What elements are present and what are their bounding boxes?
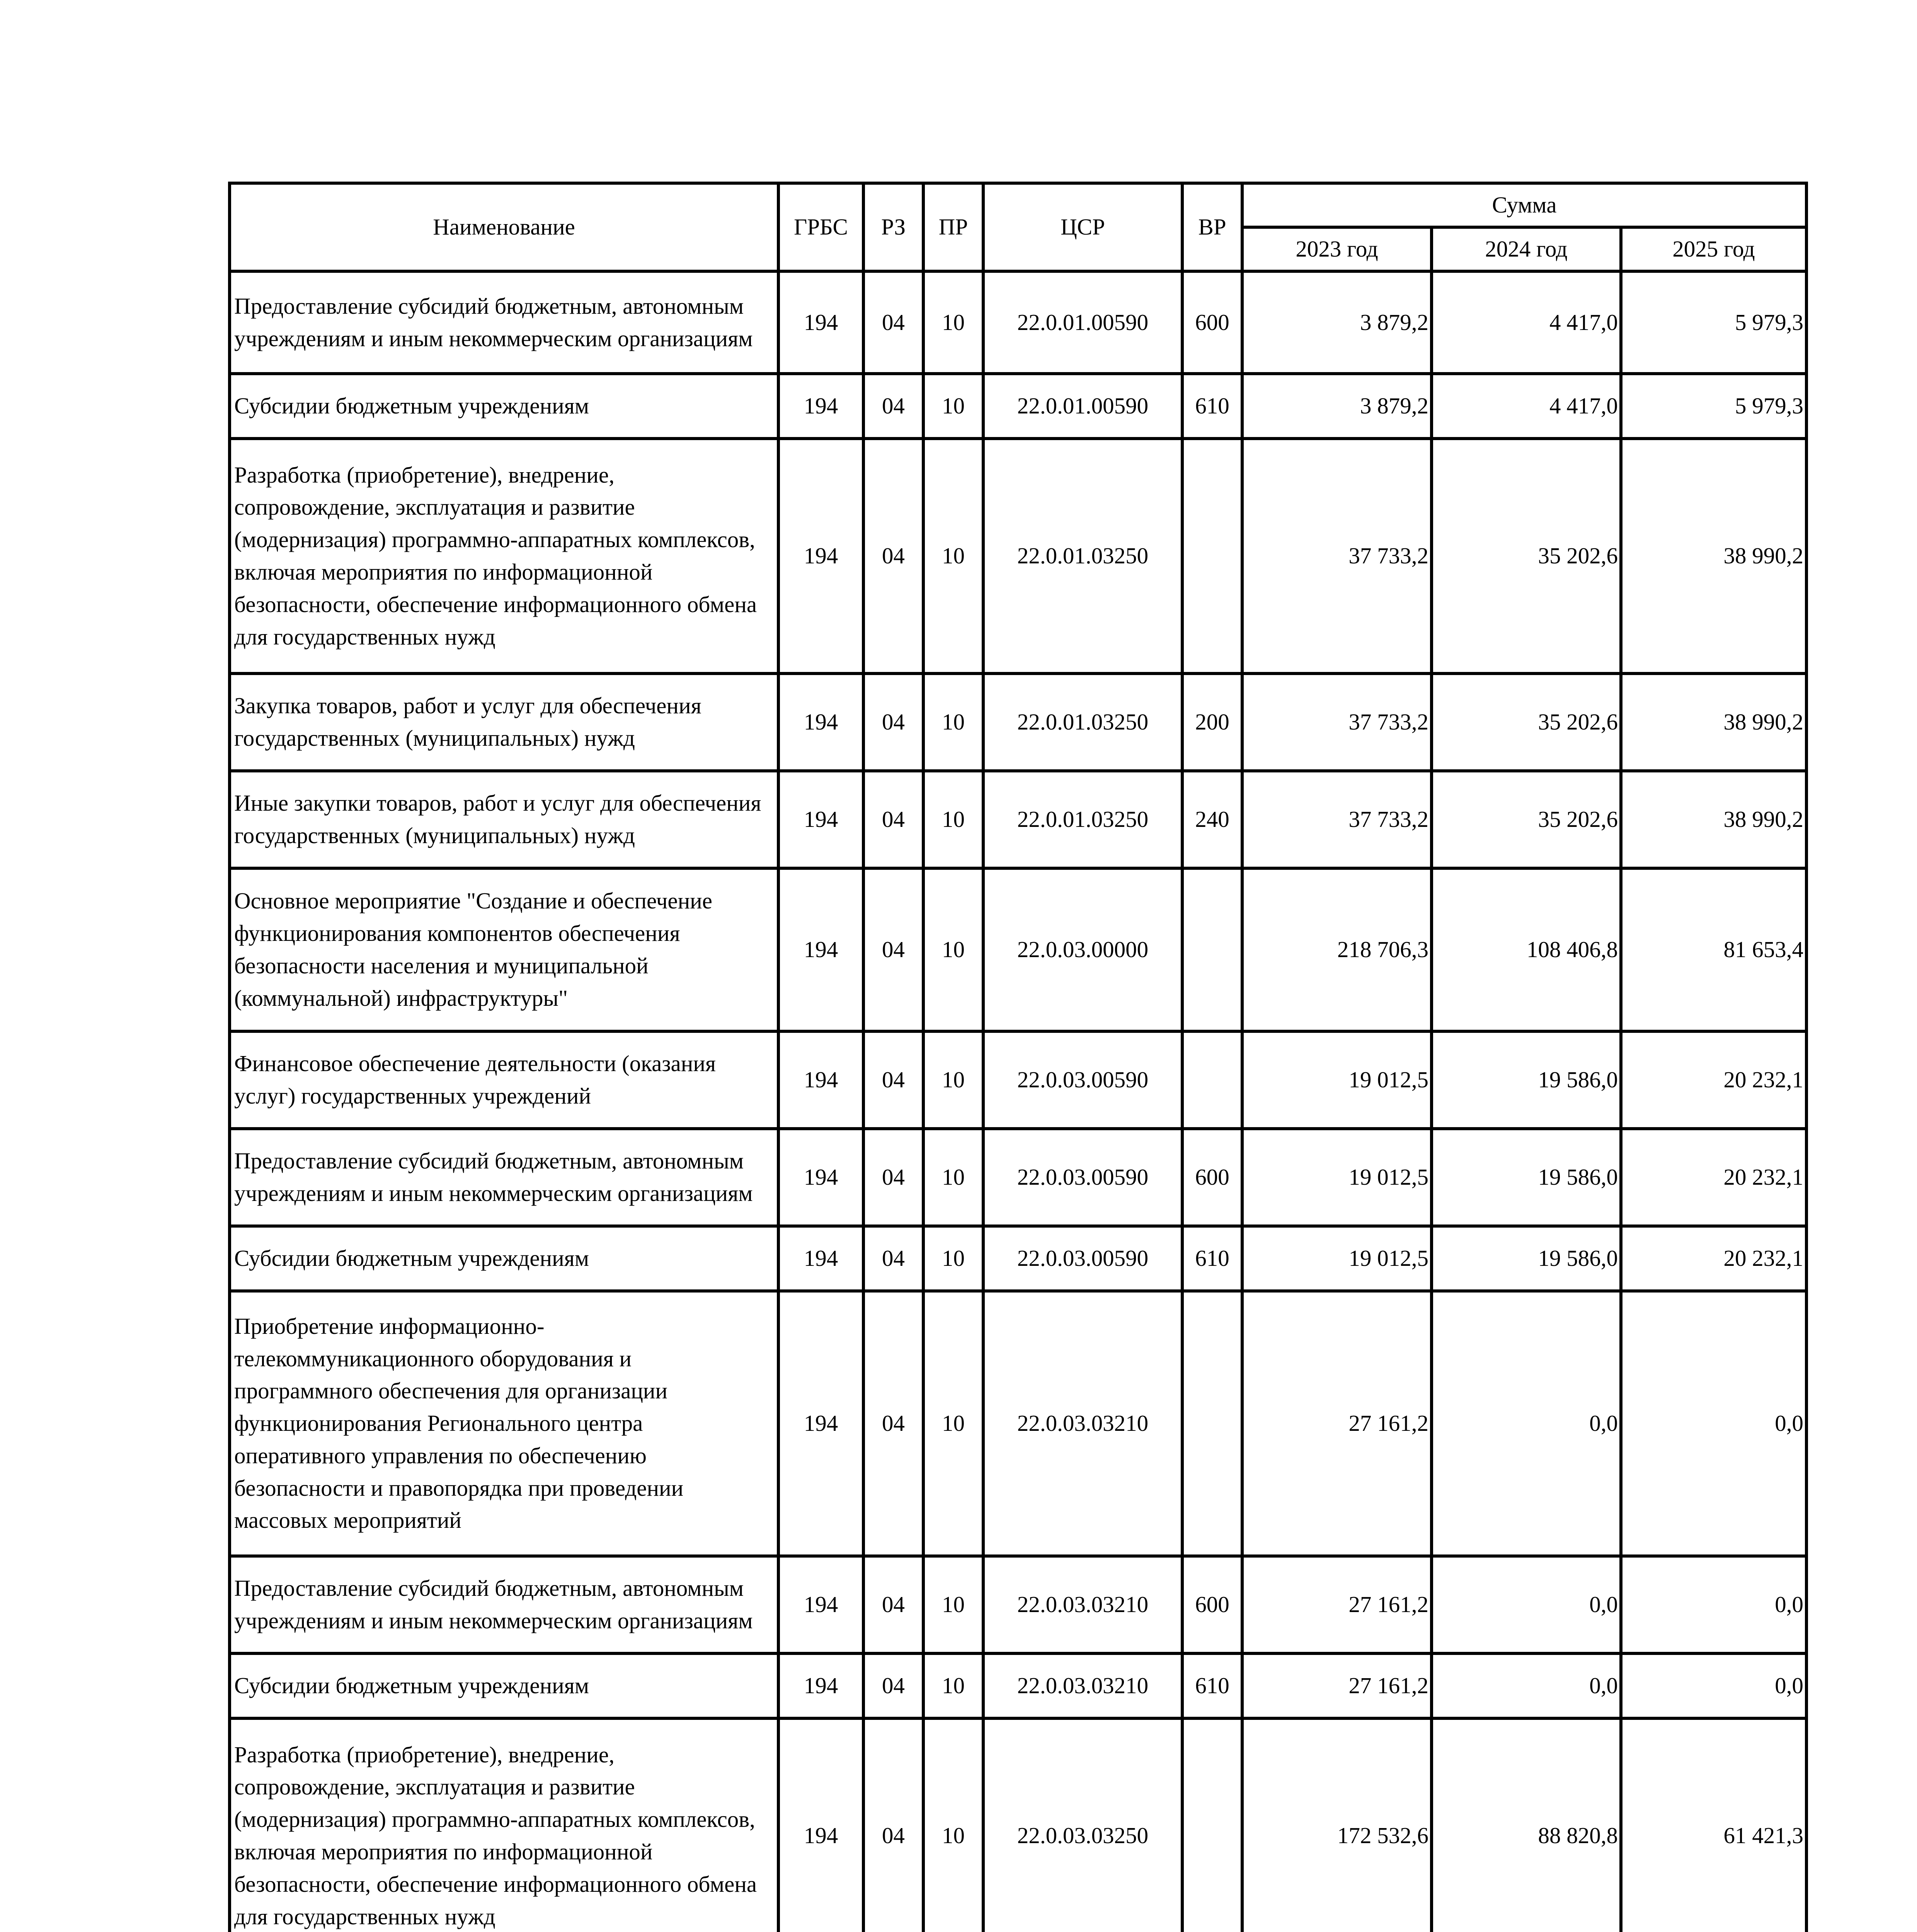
cell-csr: 22.0.01.03250 <box>983 439 1182 673</box>
cell-sum-2024: 4 417,0 <box>1432 271 1621 374</box>
header-csr: ЦСР <box>983 183 1182 271</box>
cell-vr: 610 <box>1182 1226 1242 1291</box>
cell-sum-2024: 0,0 <box>1432 1556 1621 1653</box>
cell-sum-2023: 37 733,2 <box>1242 771 1432 868</box>
cell-name: Субсидии бюджетным учреждениям <box>230 1226 778 1291</box>
cell-grbs: 194 <box>778 1556 863 1653</box>
cell-name: Основное мероприятие "Создание и обеспечение функционирования компонентов обеспечения безопасности населения и муниципальной (коммунальной) инфраструктуры" <box>230 868 778 1031</box>
cell-sum-2025: 38 990,2 <box>1621 673 1806 771</box>
cell-csr: 22.0.03.03250 <box>983 1718 1182 1932</box>
cell-sum-2023: 37 733,2 <box>1242 439 1432 673</box>
table-row <box>230 1718 1806 1932</box>
cell-csr: 22.0.01.03250 <box>983 673 1182 771</box>
cell-name: Закупка товаров, работ и услуг для обеспечения государственных (муниципальных) нужд <box>230 673 778 771</box>
cell-rz: 04 <box>863 673 923 771</box>
cell-grbs: 194 <box>778 673 863 771</box>
header-name: Наименование <box>230 183 778 271</box>
cell-sum-2025: 20 232,1 <box>1621 1129 1806 1226</box>
cell-sum-2023: 37 733,2 <box>1242 673 1432 771</box>
cell-sum-2025: 5 979,3 <box>1621 374 1806 439</box>
cell-grbs: 194 <box>778 868 863 1031</box>
table-body <box>230 271 1806 1932</box>
cell-pr: 10 <box>923 1031 983 1129</box>
table-row <box>230 1129 1806 1226</box>
cell-name: Субсидии бюджетным учреждениям <box>230 1653 778 1718</box>
cell-pr: 10 <box>923 1653 983 1718</box>
cell-csr: 22.0.03.00590 <box>983 1129 1182 1226</box>
table-row <box>230 271 1806 374</box>
cell-sum-2023: 27 161,2 <box>1242 1653 1432 1718</box>
cell-sum-2024: 35 202,6 <box>1432 673 1621 771</box>
cell-name: Иные закупки товаров, работ и услуг для обеспечения государственных (муниципальных) нужд <box>230 771 778 868</box>
table-row <box>230 439 1806 673</box>
cell-pr: 10 <box>923 1718 983 1932</box>
cell-sum-2023: 19 012,5 <box>1242 1129 1432 1226</box>
cell-pr: 10 <box>923 1556 983 1653</box>
cell-name: Приобретение информационно-телекоммуникационного оборудования и программного обеспечения для организации функционирования Регионального центра оперативного управления по обеспечению безопасности и правопорядка при проведении массовых мероприятий <box>230 1291 778 1556</box>
cell-name: Предоставление субсидий бюджетным, автономным учреждениям и иным некоммерческим организациям <box>230 1129 778 1226</box>
cell-vr: 610 <box>1182 374 1242 439</box>
cell-sum-2023: 218 706,3 <box>1242 868 1432 1031</box>
cell-grbs: 194 <box>778 374 863 439</box>
cell-vr <box>1182 868 1242 1031</box>
cell-sum-2024: 19 586,0 <box>1432 1031 1621 1129</box>
cell-sum-2023: 19 012,5 <box>1242 1031 1432 1129</box>
cell-pr: 10 <box>923 1226 983 1291</box>
header-pr: ПР <box>923 183 983 271</box>
cell-rz: 04 <box>863 439 923 673</box>
cell-pr: 10 <box>923 1129 983 1226</box>
cell-sum-2024: 108 406,8 <box>1432 868 1621 1031</box>
cell-pr: 10 <box>923 771 983 868</box>
cell-name: Предоставление субсидий бюджетным, автономным учреждениям и иным некоммерческим организациям <box>230 1556 778 1653</box>
header-2023: 2023 год <box>1242 227 1432 271</box>
cell-sum-2024: 19 586,0 <box>1432 1129 1621 1226</box>
cell-sum-2023: 27 161,2 <box>1242 1291 1432 1556</box>
table-row <box>230 771 1806 868</box>
cell-vr: 600 <box>1182 271 1242 374</box>
header-grbs: ГРБС <box>778 183 863 271</box>
table-row <box>230 1031 1806 1129</box>
cell-csr: 22.0.03.00590 <box>983 1031 1182 1129</box>
table-row <box>230 868 1806 1031</box>
cell-grbs: 194 <box>778 439 863 673</box>
table-row <box>230 1556 1806 1653</box>
cell-sum-2024: 4 417,0 <box>1432 374 1621 439</box>
cell-sum-2024: 19 586,0 <box>1432 1226 1621 1291</box>
cell-sum-2024: 35 202,6 <box>1432 771 1621 868</box>
cell-vr: 200 <box>1182 673 1242 771</box>
cell-pr: 10 <box>923 868 983 1031</box>
cell-rz: 04 <box>863 1226 923 1291</box>
table-row <box>230 673 1806 771</box>
cell-csr: 22.0.03.00000 <box>983 868 1182 1031</box>
cell-name: Предоставление субсидий бюджетным, автономным учреждениям и иным некоммерческим организациям <box>230 271 778 374</box>
cell-csr: 22.0.01.00590 <box>983 271 1182 374</box>
cell-sum-2023: 172 532,6 <box>1242 1718 1432 1932</box>
budget-table <box>228 182 1808 1932</box>
cell-rz: 04 <box>863 771 923 868</box>
cell-rz: 04 <box>863 1718 923 1932</box>
cell-sum-2025: 38 990,2 <box>1621 439 1806 673</box>
cell-rz: 04 <box>863 271 923 374</box>
cell-rz: 04 <box>863 1291 923 1556</box>
cell-rz: 04 <box>863 374 923 439</box>
cell-sum-2024: 0,0 <box>1432 1653 1621 1718</box>
header-vr: ВР <box>1182 183 1242 271</box>
cell-grbs: 194 <box>778 271 863 374</box>
cell-grbs: 194 <box>778 1129 863 1226</box>
header-2025: 2025 год <box>1621 227 1806 271</box>
cell-name: Разработка (приобретение), внедрение, сопровождение, эксплуатация и развитие (модернизация) программно-аппаратных комплексов, включая мероприятия по информационной безопасности, обеспечение информационного обмена для государственных нужд <box>230 1718 778 1932</box>
cell-name: Разработка (приобретение), внедрение, сопровождение, эксплуатация и развитие (модернизация) программно-аппаратных комплексов, включая мероприятия по информационной безопасности, обеспечение информационного обмена для государственных нужд <box>230 439 778 673</box>
table-row <box>230 374 1806 439</box>
cell-rz: 04 <box>863 1129 923 1226</box>
cell-sum-2023: 3 879,2 <box>1242 271 1432 374</box>
cell-sum-2024: 88 820,8 <box>1432 1718 1621 1932</box>
header-2024: 2024 год <box>1432 227 1621 271</box>
cell-pr: 10 <box>923 673 983 771</box>
table-row <box>230 1291 1806 1556</box>
cell-sum-2025: 0,0 <box>1621 1556 1806 1653</box>
cell-name: Субсидии бюджетным учреждениям <box>230 374 778 439</box>
cell-sum-2025: 5 979,3 <box>1621 271 1806 374</box>
cell-vr: 610 <box>1182 1653 1242 1718</box>
cell-sum-2025: 0,0 <box>1621 1291 1806 1556</box>
cell-sum-2025: 38 990,2 <box>1621 771 1806 868</box>
cell-vr <box>1182 1031 1242 1129</box>
cell-pr: 10 <box>923 374 983 439</box>
cell-grbs: 194 <box>778 1653 863 1718</box>
cell-vr <box>1182 439 1242 673</box>
cell-csr: 22.0.03.03210 <box>983 1291 1182 1556</box>
cell-pr: 10 <box>923 439 983 673</box>
cell-vr <box>1182 1291 1242 1556</box>
cell-vr: 600 <box>1182 1129 1242 1226</box>
header-sum: Сумма <box>1242 183 1806 227</box>
cell-rz: 04 <box>863 868 923 1031</box>
cell-sum-2025: 20 232,1 <box>1621 1226 1806 1291</box>
cell-csr: 22.0.03.00590 <box>983 1226 1182 1291</box>
cell-sum-2025: 61 421,3 <box>1621 1718 1806 1932</box>
cell-sum-2025: 81 653,4 <box>1621 868 1806 1031</box>
cell-rz: 04 <box>863 1556 923 1653</box>
cell-grbs: 194 <box>778 1718 863 1932</box>
cell-pr: 10 <box>923 271 983 374</box>
table-row <box>230 1653 1806 1718</box>
table-row <box>230 1226 1806 1291</box>
cell-rz: 04 <box>863 1031 923 1129</box>
cell-vr: 240 <box>1182 771 1242 868</box>
cell-grbs: 194 <box>778 1031 863 1129</box>
cell-sum-2025: 20 232,1 <box>1621 1031 1806 1129</box>
cell-csr: 22.0.01.00590 <box>983 374 1182 439</box>
cell-sum-2025: 0,0 <box>1621 1653 1806 1718</box>
cell-csr: 22.0.03.03210 <box>983 1556 1182 1653</box>
cell-sum-2023: 27 161,2 <box>1242 1556 1432 1653</box>
cell-grbs: 194 <box>778 771 863 868</box>
header-rz: РЗ <box>863 183 923 271</box>
cell-sum-2023: 19 012,5 <box>1242 1226 1432 1291</box>
cell-vr <box>1182 1718 1242 1932</box>
cell-sum-2024: 35 202,6 <box>1432 439 1621 673</box>
cell-sum-2023: 3 879,2 <box>1242 374 1432 439</box>
header-row-top <box>230 183 1806 227</box>
cell-csr: 22.0.03.03210 <box>983 1653 1182 1718</box>
cell-pr: 10 <box>923 1291 983 1556</box>
cell-grbs: 194 <box>778 1291 863 1556</box>
cell-name: Финансовое обеспечение деятельности (оказания услуг) государственных учреждений <box>230 1031 778 1129</box>
cell-vr: 600 <box>1182 1556 1242 1653</box>
cell-sum-2024: 0,0 <box>1432 1291 1621 1556</box>
cell-grbs: 194 <box>778 1226 863 1291</box>
cell-rz: 04 <box>863 1653 923 1718</box>
cell-csr: 22.0.01.03250 <box>983 771 1182 868</box>
